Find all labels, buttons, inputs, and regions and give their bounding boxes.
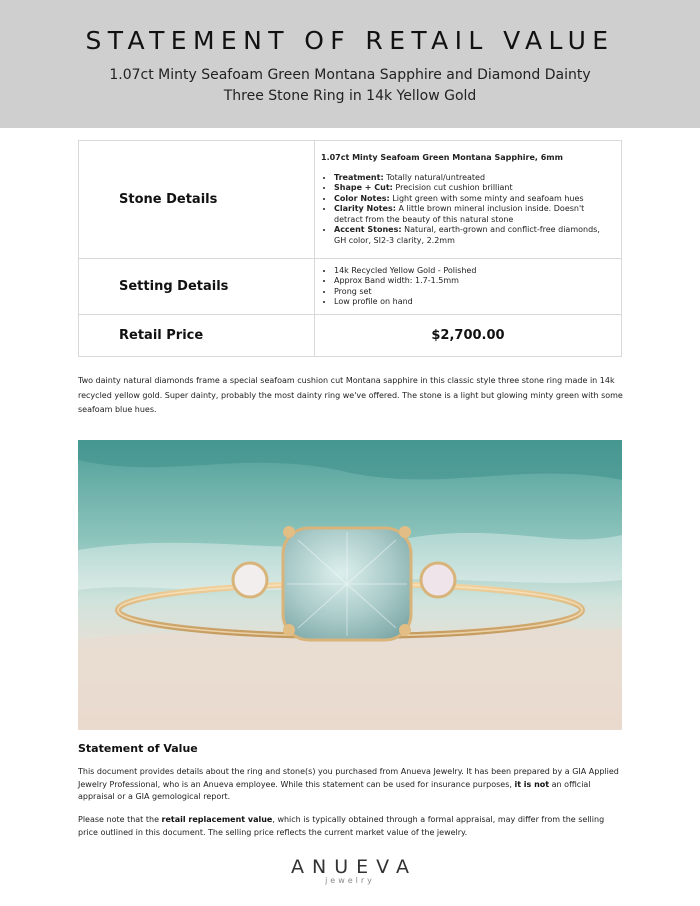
header-banner [0,0,700,128]
statement-paragraph-1: This document provides details about the ring and stone(s) you purchased from Anueva Jewelry. It has been prepared by a GIA Applied Jewelry Professional, who is an Anueva employee. While this statement can be used for insurance purposes, it is not an official appraisal or a GIA gemological report. [78,767,619,801]
details-table [78,140,622,357]
setting-details-list [321,266,613,308]
statement-title: Statement of Value [78,742,198,755]
stone-details-value [315,141,622,259]
stone-details-label: Stone Details [79,141,315,259]
list-item: • Clarity Notes: A little brown mineral inclusion inside. Doesn't detract from the beauty of this natural stone [334,204,613,225]
product-subtitle [0,65,700,107]
statement-paragraph-2: Please note that the retail replacement value, which is typically obtained through a formal appraisal, may differ from the selling price outlined in this document. The selling price reflects the current market value of the jewelry. [78,815,605,837]
subtitle-line-2: Three Stone Ring in 14k Yellow Gold [223,88,477,104]
stone-details-row [79,141,622,259]
stone-heading: 1.07ct Minty Seafoam Green Montana Sapphire, 6mm [321,153,563,162]
setting-details-value [315,259,622,315]
document-title: STATEMENT OF RETAIL VALUE [85,26,615,55]
list-item: • Accent Stones: Natural, earth-grown and conflict-free diamonds, GH color, SI2-3 clarity, 2.2mm [334,225,613,246]
retail-price-row [79,315,622,357]
setting-details-label: Setting Details [79,259,315,315]
stone-details-list [321,173,613,247]
retail-price-value: $2,700.00 [315,315,622,357]
list-item: • Treatment: Totally natural/untreated [334,173,613,184]
ring-photo [78,440,622,730]
list-item: • Shape + Cut: Precision cut cushion brilliant [334,183,613,194]
logo-wordmark: ANUEVA [291,856,417,878]
list-item: • Approx Band width: 1.7-1.5mm [334,276,613,287]
product-description: Two dainty natural diamonds frame a special seafoam cushion cut Montana sapphire in this classic style three stone ring made in 14k recycled yellow gold. Super dainty, probably the most dainty ring we've offered. The stone is a light but glowing minty green with some seafoam blue hues. [78,376,623,414]
list-item: • Color Notes: Light green with some minty and seafoam hues [334,194,613,205]
logo-tagline: jewelry [325,876,375,885]
ring-illustration [78,440,622,730]
retail-price-label: Retail Price [79,315,315,357]
setting-details-row [79,259,622,315]
list-item: • Low profile on hand [334,297,613,308]
list-item: • 14k Recycled Yellow Gold - Polished [334,266,613,277]
list-item: • Prong set [334,287,613,298]
anueva-logo [0,856,700,885]
subtitle-line-1: 1.07ct Minty Seafoam Green Montana Sapphire and Diamond Dainty [109,67,591,83]
